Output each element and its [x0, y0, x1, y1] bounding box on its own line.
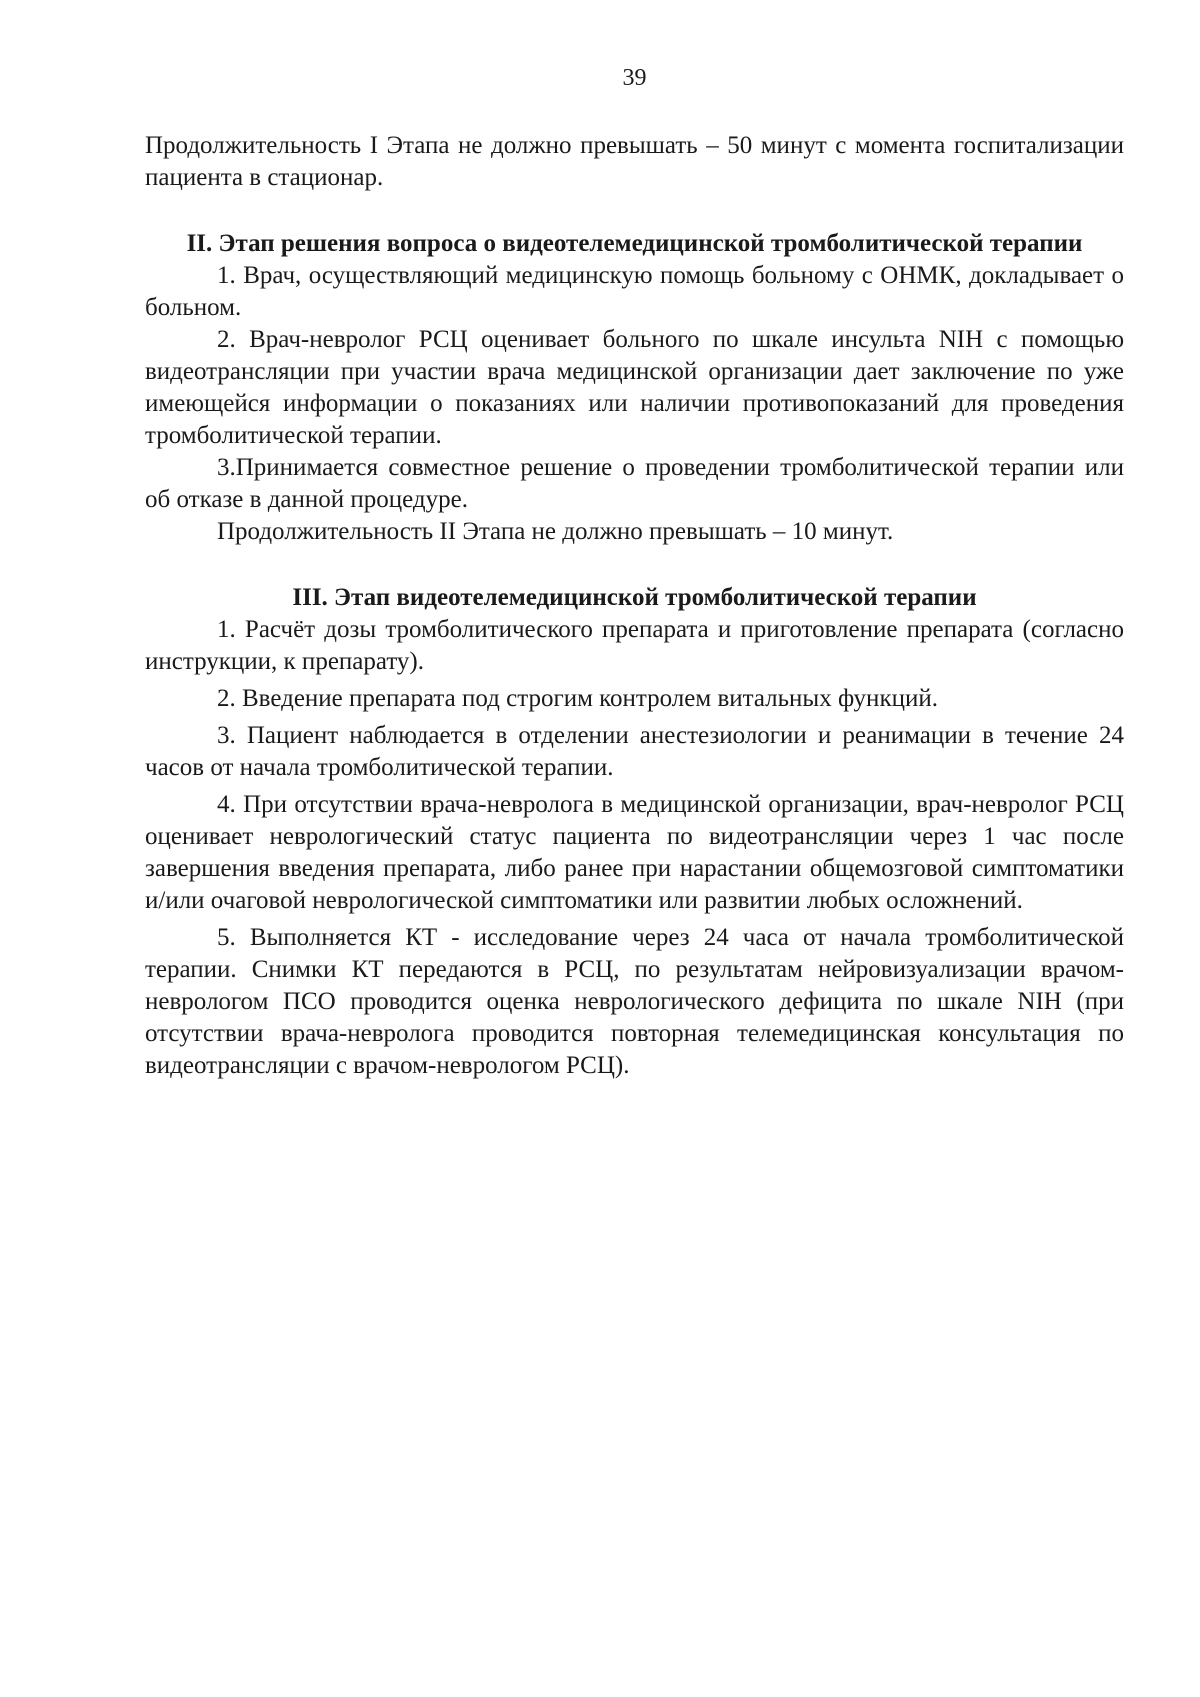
section-3-item-2: 2. Введение препарата под строгим контролем витальных функций.: [217, 685, 938, 712]
page-number: 39: [622, 65, 647, 91]
section-3-item-3: 3. Пациент наблюдается в отделении анестезиологии и реанимации в течение 24 часов от начала тромболитической терапии.: [145, 722, 1124, 781]
section-3-heading: III. Этап видеотелемедицинской тромболитической терапии: [292, 584, 977, 611]
section-2-item-1: 1. Врач, осуществляющий медицинскую помощь больному с ОНМК, докладывает о больном.: [145, 262, 1124, 321]
intro-paragraph: Продолжительность I Этапа не должно превышать – 50 минут с момента госпитализации пациента в стационар.: [145, 132, 1124, 191]
section-2-item-2: 2. Врач-невролог РСЦ оценивает больного по шкале инсульта NIH с помощью видеотрансляции при участии врача медицинской организации дает заключение по уже имеющейся информации о показаниях или наличии противопоказаний для проведения тромболитической терапии.: [145, 326, 1124, 449]
section-3-item-4: 4. При отсутствии врача-невролога в медицинской организации, врач-невролог РСЦ оценивает неврологический статус пациента по видеотрансляции через 1 час после завершения введения препарата, либо ранее при нарастании общемозговой симптоматики и/или очаговой неврологической симптоматики или развитии любых осложнений.: [145, 791, 1124, 914]
section-2-heading: II. Этап решения вопроса о видеотелемедицинской тромболитической терапии: [186, 230, 1083, 257]
document-page: [145, 64, 1124, 1082]
section-3-item-5: 5. Выполняется КТ - исследование через 24 часа от начала тромболитической терапии. Снимки КТ передаются в РСЦ, по результатам нейровизуализации врачом-неврологом ПСО проводится оценка неврологического дефицита по шкале NIH (при отсутствии врача-невролога проводится повторная телемедицинская консультация по видеотрансляции с врачом-неврологом РСЦ).: [145, 924, 1124, 1079]
section-3-item-1: 1. Расчёт дозы тромболитического препарата и приготовление препарата (согласно инструкции, к препарату).: [145, 616, 1124, 675]
section-2-item-3: 3.Принимается совместное решение о проведении тромболитической терапии или об отказе в данной процедуре.: [145, 454, 1124, 513]
section-2-duration: Продолжительность II Этапа не должно превышать – 10 минут.: [217, 518, 894, 545]
